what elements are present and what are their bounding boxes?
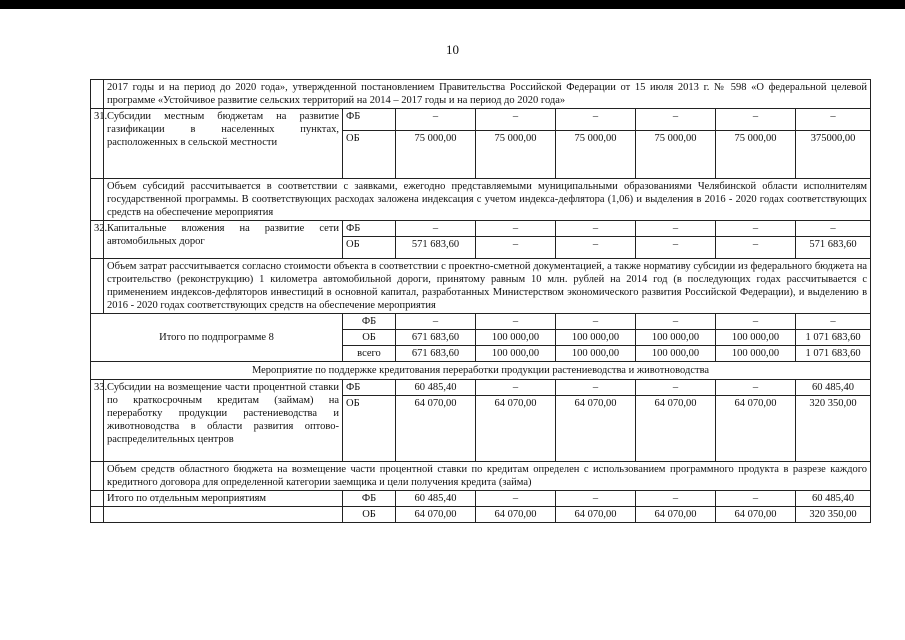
item33-fb-value: – [556,380,636,396]
item32-ob-value: – [556,237,636,259]
page-number: 10 [446,42,459,57]
item32-ob-value: – [476,237,556,259]
subtotal-separate-label: Итого по отдельным мероприятиям [104,491,343,507]
item32-fb-value: – [556,221,636,237]
item31-ob-value: 75 000,00 [716,131,796,179]
subtotal8-total-value: 100 000,00 [716,346,796,362]
item33-fb-value: – [716,380,796,396]
item32-fb-value: – [796,221,871,237]
item33-fb-label: ФБ [343,380,396,396]
subtotal-separate-ob-value: 64 070,00 [556,507,636,523]
item32-ob-value: – [716,237,796,259]
subtotal-separate-ob-value: 64 070,00 [476,507,556,523]
subtotal-separate-ob-label: ОБ [343,507,396,523]
subtotal8-fb-value: – [796,314,871,330]
intro-row [91,80,871,109]
item31-ob-value: 75 000,00 [636,131,716,179]
item33-note-row [91,462,871,491]
subtotal8-ob-value: 671 683,60 [396,330,476,346]
item31-note: Объем субсидий рассчитывается в соответствии с заявками, ежегодно представляемыми муниципальными образованиями Челябинской области исполнителям государственной программы. В соответствующих расходах заложена индексация с учетом индекса-дефлятора (1,06) и выделения в 2016 - 2020 годах соответствующих средств на обеспечение мероприятия [104,179,871,221]
item32-fb-value: – [396,221,476,237]
subtotal8-ob-value: 100 000,00 [476,330,556,346]
subtotal8-total-value: 100 000,00 [636,346,716,362]
subtotal8-total-value: 671 683,60 [396,346,476,362]
item33-ob-value: 64 070,00 [636,396,716,462]
item33-note: Объем средств областного бюджета на возмещение части процентной ставки по кредитам определен с использованием программного продукта в разрезе каждого кредитного договора для определенной категории заемщика и цели получения кредита (займа) [104,462,871,491]
section-heading-row [91,362,871,380]
item31-fb-value: – [396,109,476,131]
subtotal8-fb-value: – [396,314,476,330]
subtotal8-ob-value: 100 000,00 [716,330,796,346]
item31-ob-value: 75 000,00 [476,131,556,179]
subtotal8-fb-value: – [556,314,636,330]
subtotal-separate-fb-label: ФБ [343,491,396,507]
item31-fb-value: – [556,109,636,131]
item32-ob-value: – [636,237,716,259]
subtotal-separate-ob-value: 64 070,00 [396,507,476,523]
subtotal8-total-label: всего [343,346,396,362]
item32-note: Объем затрат рассчитывается согласно стоимости объекта в соответствии с проектно-сметной документацией, а также нормативу субсидии из федерального бюджета на строительство (реконструкцию) 1 километра автомобильной дороги, принятому равным 10 млн. рублей на 2014 год (в последующих годах рассчитывается с применением индексов-дефляторов инвестиций в основной капитал, разработанных Министерством экономического развития Российской Федерации), и выделению в 2016 - 2020 годах соответствующих средств на обеспечение мероприятия [104,259,871,314]
item31-number: 31. [91,109,104,179]
subtotal8-fb-row [91,314,871,330]
subtotal-separate-fb-value: – [476,491,556,507]
item33-ob-value: 64 070,00 [556,396,636,462]
subtotal-separate-ob-row [91,507,871,523]
item32-name: Капитальные вложения на развитие сети автомобильных дорог [104,221,343,259]
item33-fb-value: – [476,380,556,396]
subtotal-separate-fb-value: – [716,491,796,507]
item31-ob-value: 75 000,00 [396,131,476,179]
item32-ob-total: 571 683,60 [796,237,871,259]
item31-fb-value: – [716,109,796,131]
item31-fb-value: – [636,109,716,131]
item32-fb-value: – [716,221,796,237]
section-heading: Мероприятие по поддержке кредитования переработки продукции растениеводства и животноводства [91,362,871,380]
item33-fb-value: 60 485,40 [396,380,476,396]
item31-fb-value: – [796,109,871,131]
scan-top-border [0,0,905,9]
item33-fb-total: 60 485,40 [796,380,871,396]
subtotal8-fb-value: – [716,314,796,330]
subtotal8-ob-value: 100 000,00 [556,330,636,346]
item32-fb-row [91,221,871,237]
subtotal-separate-fb-total: 60 485,40 [796,491,871,507]
subtotal8-ob-value: 100 000,00 [636,330,716,346]
item32-ob-label: ОБ [343,237,396,259]
subtotal8-label: Итого по подпрограмме 8 [91,314,343,362]
subtotal-separate-fb-value: 60 485,40 [396,491,476,507]
item33-ob-value: 64 070,00 [476,396,556,462]
subtotal8-total-value: 100 000,00 [476,346,556,362]
item32-ob-value: 571 683,60 [396,237,476,259]
item33-fb-row [91,380,871,396]
item32-fb-value: – [636,221,716,237]
item32-fb-value: – [476,221,556,237]
item32-fb-label: ФБ [343,221,396,237]
subtotal-separate-ob-value: 64 070,00 [636,507,716,523]
item31-name: Субсидии местным бюджетам на развитие газификации в населенных пунктах, расположенных в сельской местности [104,109,343,179]
item33-ob-total: 320 350,00 [796,396,871,462]
item31-fb-row [91,109,871,131]
item31-ob-label: ОБ [343,131,396,179]
subtotal-separate-fb-value: – [556,491,636,507]
item32-number: 32. [91,221,104,259]
subtotal8-fb-value: – [636,314,716,330]
intro-text: 2017 годы и на период до 2020 года», утвержденной постановлением Правительства Российской Федерации от 15 июля 2013 г. № 598 «О федеральной целевой программе «Устойчивое развитие сельских территорий на 2014 – 2017 годы и на период до 2020 года» [104,80,871,109]
subtotal8-grand-total: 1 071 683,60 [796,346,871,362]
subtotal8-ob-total: 1 071 683,60 [796,330,871,346]
subtotal-separate-ob-value: 64 070,00 [716,507,796,523]
item33-ob-value: 64 070,00 [716,396,796,462]
item31-ob-total: 375000,00 [796,131,871,179]
item33-ob-label: ОБ [343,396,396,462]
item33-name: Субсидии на возмещение части процентной ставки по краткосрочным кредитам (займам) на переработку продукции растениеводства и животноводства в области развития оптово-распределительных центров [104,380,343,462]
item33-ob-value: 64 070,00 [396,396,476,462]
item32-note-row [91,259,871,314]
item33-number: 33. [91,380,104,462]
subtotal-separate-fb-value: – [636,491,716,507]
item31-fb-label: ФБ [343,109,396,131]
item33-fb-value: – [636,380,716,396]
item31-note-row [91,179,871,221]
subtotal8-ob-label: ОБ [343,330,396,346]
financing-table [90,79,871,523]
item31-ob-value: 75 000,00 [556,131,636,179]
subtotal-separate-ob-total: 320 350,00 [796,507,871,523]
subtotal8-total-value: 100 000,00 [556,346,636,362]
subtotal8-fb-value: – [476,314,556,330]
subtotal-separate-fb-row [91,491,871,507]
item31-fb-value: – [476,109,556,131]
subtotal8-fb-label: ФБ [343,314,396,330]
